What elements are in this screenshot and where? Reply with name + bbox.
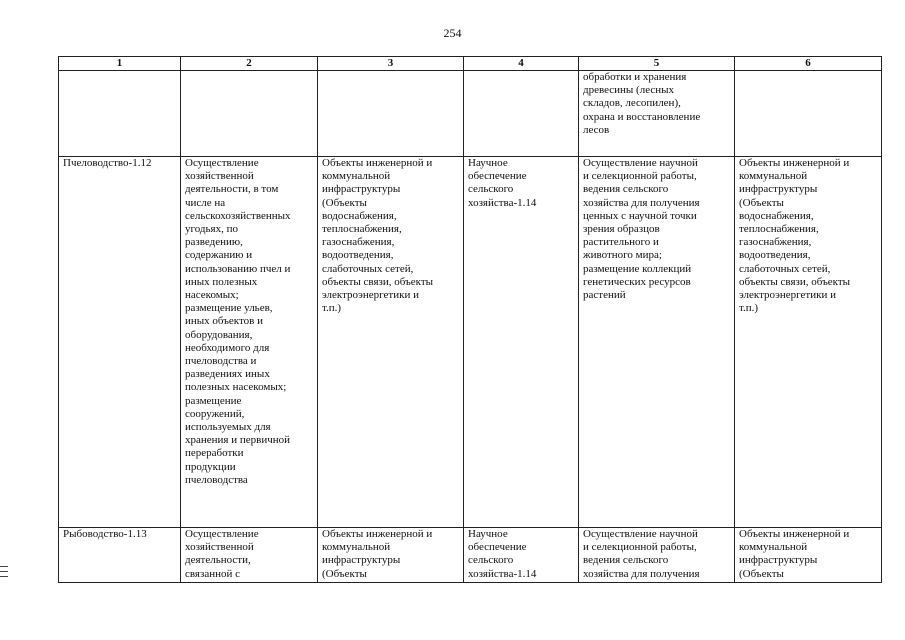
document-table: [58, 56, 882, 583]
table-cell: Объекты инженерной и коммунальной инфраструктуры (Объекты водоснабжения, теплоснабжения, газоснабжения, водоотведения, слаботочных сетей, объекты связи, объекты электроэнергетики и т.п.): [318, 157, 464, 528]
scan-edge-mark: [0, 566, 8, 567]
table-cell: [181, 71, 318, 157]
table-cell: [318, 71, 464, 157]
table-cell: Осуществление научной и селекционной работы, ведения сельского хозяйства для получения ценных с научной точки зрения образцов растительного и животного мира; размещение коллекций генетических ресурсов растений: [579, 157, 735, 528]
table-cell: [735, 71, 882, 157]
table-cell: Объекты инженерной и коммунальной инфраструктуры (Объекты: [318, 528, 464, 583]
table-header-row: [59, 57, 882, 71]
column-header-2: 2: [181, 57, 318, 71]
column-header-6: 6: [735, 57, 882, 71]
table-cell: Научное обеспечение сельского хозяйства-1.14: [464, 157, 579, 528]
activity-description-cell: Осуществление хозяйственной деятельности, связанной с: [181, 528, 318, 583]
column-header-5: 5: [579, 57, 735, 71]
table-cell: Объекты инженерной и коммунальной инфраструктуры (Объекты: [735, 528, 882, 583]
activity-description-cell: Осуществление хозяйственной деятельности, в том числе на сельскохозяйственных угодьях, по разведению, содержанию и использованию пчел и иных полезных насекомых; размещение ульев, иных объектов и оборудования, необходимого для пчеловодства и разведениях иных полезных насекомых; размещение сооружений, используемых для хранения и первичной переработки продукции пчеловодства: [181, 157, 318, 528]
column-header-4: 4: [464, 57, 579, 71]
activity-name-cell: Рыбоводство-1.13: [59, 528, 181, 583]
scan-edge-mark: [0, 571, 8, 572]
scan-edge-mark: [0, 576, 8, 577]
table-cell: Объекты инженерной и коммунальной инфраструктуры (Объекты водоснабжения, теплоснабжения, газоснабжения, водоотведения, слаботочных сетей, объекты связи, объекты электроэнергетики и т.п.): [735, 157, 882, 528]
column-header-3: 3: [318, 57, 464, 71]
page-number: 254: [443, 26, 462, 40]
activity-name-cell: Пчеловодство-1.12: [59, 157, 181, 528]
table-row-continuation: [59, 71, 882, 157]
table-cell: [59, 71, 181, 157]
table-row-beekeeping: [59, 157, 882, 528]
table-row-fish-farming: [59, 528, 882, 583]
table-cell: Научное обеспечение сельского хозяйства-1.14: [464, 528, 579, 583]
table-cell: Осуществление научной и селекционной работы, ведения сельского хозяйства для получения: [579, 528, 735, 583]
table-cell: [464, 71, 579, 157]
column-header-1: 1: [59, 57, 181, 71]
table-cell: обработки и хранения древесины (лесных складов, лесопилен), охрана и восстановление лесов: [579, 71, 735, 157]
